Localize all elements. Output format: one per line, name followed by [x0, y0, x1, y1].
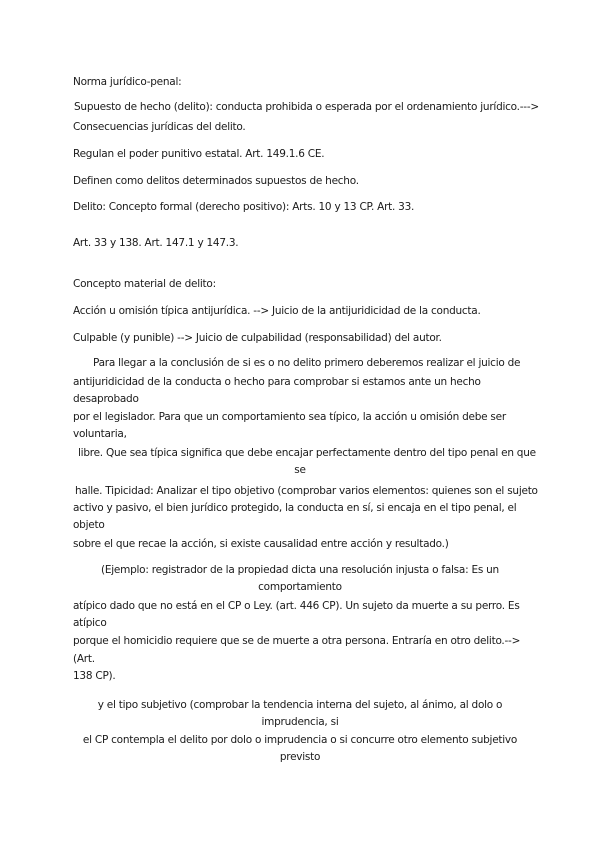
- paragraph-1-line: Para llegar a la conclusión de si es o no delito primero deberemos realizar el juicio de: [93, 357, 521, 369]
- culpable-line: Culpable (y punible) --> Juicio de culpabilidad (responsabilidad) del autor.: [73, 332, 442, 344]
- paragraph-1-line: objeto: [73, 519, 105, 531]
- heading-norma: Norma jurídico-penal:: [73, 76, 182, 88]
- paragraph-2-line: comportamiento: [258, 581, 342, 593]
- paragraph-1-line: activo y pasivo, el bien jurídico protegido, la conducta en sí, si encaja en el tipo penal, el: [73, 502, 517, 514]
- delito-formal-line: Delito: Concepto formal (derecho positivo): Arts. 10 y 13 CP. Art. 33.: [73, 201, 415, 213]
- paragraph-2-line: (Ejemplo: registrador de la propiedad dicta una resolución injusta o falsa: Es un: [101, 564, 499, 576]
- paragraph-3-line: el CP contempla el delito por dolo o imprudencia o si concurre otro elemento subjetivo: [82, 734, 518, 746]
- definen-line: Definen como delitos determinados supuestos de hecho.: [73, 175, 359, 187]
- paragraph-3-line: previsto: [279, 751, 321, 763]
- paragraph-2-line: porque el homicidio requiere que se de muerte a otra persona. Entraría en otro delito.-->: [73, 635, 521, 647]
- paragraph-1-line: se: [294, 464, 306, 476]
- paragraph-3-line: y el tipo subjetivo (comprobar la tendencia interna del sujeto, al ánimo, al dolo o: [97, 699, 503, 711]
- paragraph-1-line: por el legislador. Para que un comportamiento sea típico, la acción u omisión debe ser: [73, 411, 506, 423]
- supuesto-line-2: Consecuencias jurídicas del delito.: [73, 121, 246, 133]
- paragraph-1-line: sobre el que recae la acción, si existe causalidad entre acción y resultado.): [73, 538, 449, 550]
- arts-line: Art. 33 y 138. Art. 147.1 y 147.3.: [73, 237, 239, 249]
- paragraph-1-line: libre. Que sea típica significa que debe encajar perfectamente dentro del tipo penal en que: [78, 447, 536, 459]
- regulan-line: Regulan el poder punitivo estatal. Art. 149.1.6 CE.: [73, 148, 325, 160]
- paragraph-2-line: (Art.: [73, 653, 95, 665]
- concepto-material-heading: Concepto material de delito:: [73, 278, 216, 290]
- accion-line: Acción u omisión típica antijurídica. --> Juicio de la antijuridicidad de la conducta.: [73, 305, 481, 317]
- paragraph-1-line: desaprobado: [73, 393, 139, 405]
- paragraph-1-line: halle. Tipicidad: Analizar el tipo objetivo (comprobar varios elementos: quienes son el sujeto: [75, 485, 538, 497]
- paragraph-1-line: antijuridicidad de la conducta o hecho para comprobar si estamos ante un hecho: [73, 376, 481, 388]
- paragraph-1-line: voluntaria,: [73, 428, 127, 440]
- paragraph-3-line: imprudencia, si: [261, 716, 339, 728]
- supuesto-line-1: Supuesto de hecho (delito): conducta prohibida o esperada por el ordenamiento jurídico.--->: [74, 101, 539, 113]
- paragraph-2-line: atípico dado que no está en el CP o Ley. (art. 446 CP). Un sujeto da muerte a su perro. Es: [73, 600, 520, 612]
- paragraph-2-line: 138 CP).: [73, 670, 116, 682]
- paragraph-2-line: atípico: [73, 617, 107, 629]
